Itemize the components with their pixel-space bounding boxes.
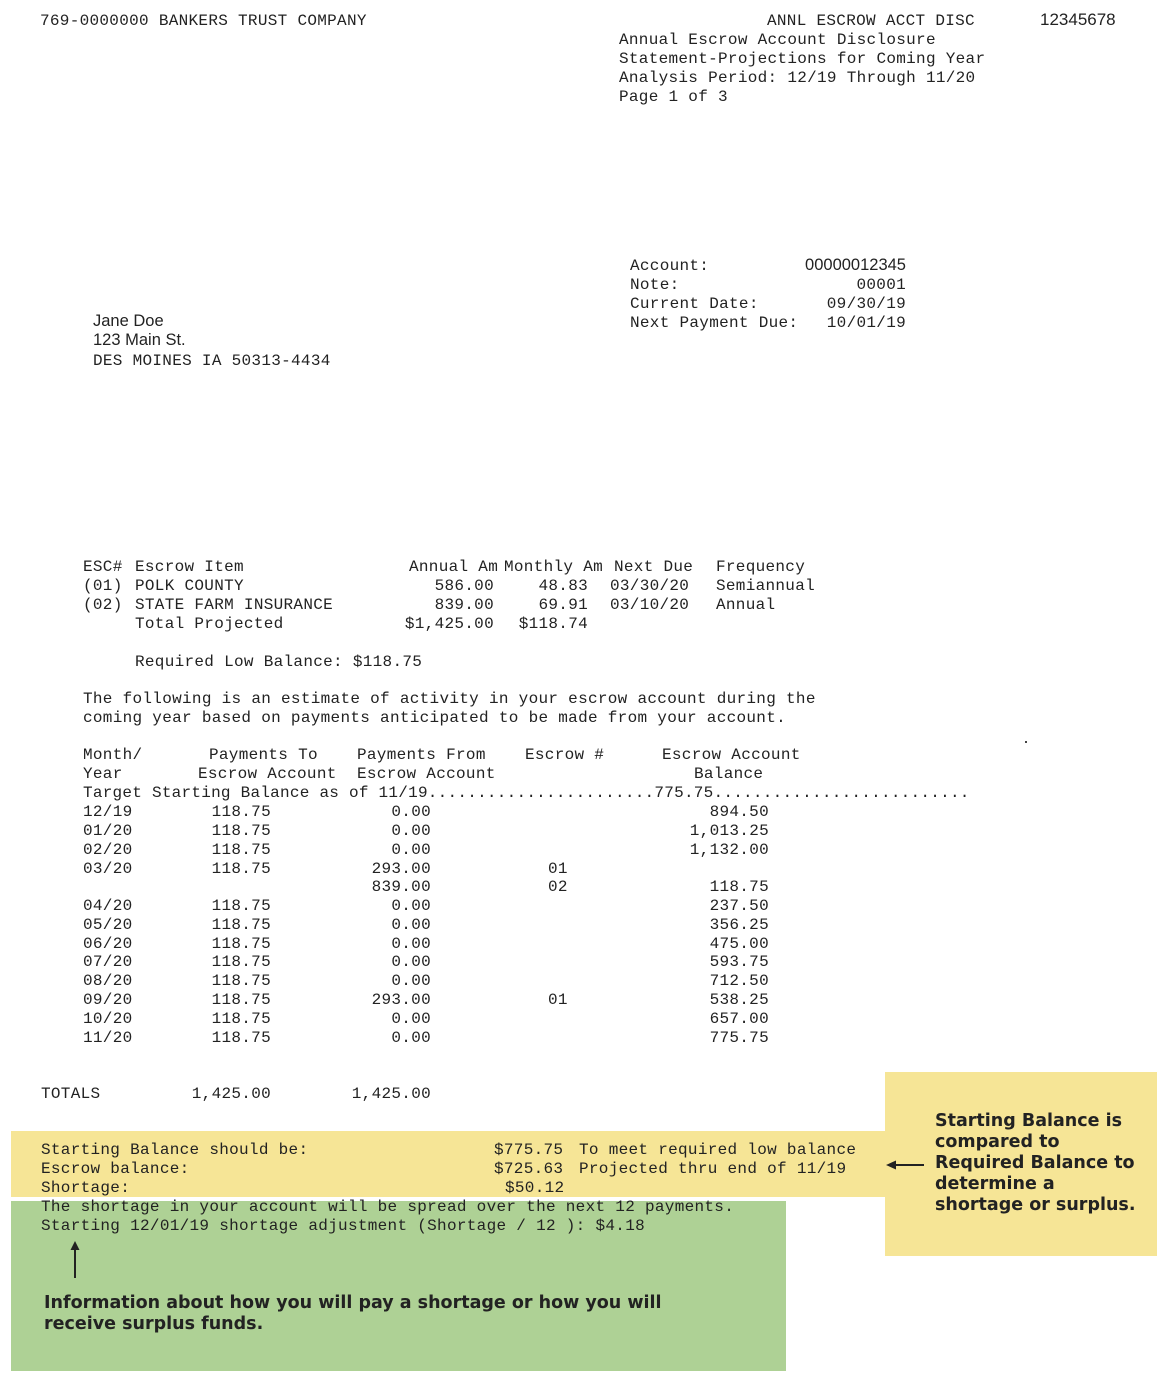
row-month: 01/20 — [83, 822, 133, 840]
row-balance: 657.00 — [709, 1010, 769, 1028]
row-payment-to: 118.75 — [211, 972, 271, 990]
title-line: Statement-Projections for Coming Year — [619, 50, 986, 68]
row-payment-from: 293.00 — [371, 991, 431, 1009]
col-header-balance: Escrow Account — [662, 746, 801, 764]
row-balance: 593.75 — [709, 953, 769, 971]
row-payment-from: 839.00 — [371, 878, 431, 896]
row-payment-to: 118.75 — [211, 822, 271, 840]
row-month: 05/20 — [83, 916, 133, 934]
row-payment-from: 0.00 — [391, 953, 431, 971]
row-escrow-number: 01 — [548, 860, 568, 878]
col-header-annual: Annual Am — [409, 558, 499, 576]
esc-number: (02) — [83, 596, 123, 614]
frequency: Semiannual — [716, 577, 816, 595]
row-payment-to: 118.75 — [211, 803, 271, 821]
account-info — [630, 257, 906, 333]
col-header-payments-to-sub: Escrow Account — [198, 765, 337, 783]
col-header-item: Escrow Item — [135, 558, 244, 576]
target-starting-balance: Target Starting Balance as of 11/19.......................775.75.......................... — [83, 784, 970, 802]
row-payment-from: 0.00 — [391, 803, 431, 821]
row-month: 11/20 — [83, 1029, 133, 1047]
row-payment-to: 118.75 — [211, 860, 271, 878]
row-payment-to: 118.75 — [211, 916, 271, 934]
col-header-frequency: Frequency — [716, 558, 806, 576]
account-label: Account: — [630, 257, 710, 275]
required-low-balance: Required Low Balance: $118.75 — [135, 653, 423, 671]
title-line: Annual Escrow Account Disclosure — [619, 31, 936, 49]
row-payment-to: 118.75 — [211, 1029, 271, 1047]
row-month: 09/20 — [83, 991, 133, 1009]
row-escrow-number: 01 — [548, 991, 568, 1009]
doc-number: 12345678 — [1040, 10, 1116, 29]
row-month: 07/20 — [83, 953, 133, 971]
row-balance: 237.50 — [709, 897, 769, 915]
arrow-up-icon — [67, 1241, 83, 1279]
row-month: 08/20 — [83, 972, 133, 990]
esc-number: (01) — [83, 577, 123, 595]
row-month: 04/20 — [83, 897, 133, 915]
totals-label: TOTALS — [41, 1085, 101, 1103]
shortage-amount: $50.12 — [505, 1179, 565, 1197]
escrow-balance-amount: $725.63 — [494, 1160, 564, 1178]
row-payment-from: 293.00 — [371, 860, 431, 878]
monthly-amount: 48.83 — [538, 577, 588, 595]
row-payment-from: 0.00 — [391, 1010, 431, 1028]
totals-payments-from: 1,425.00 — [351, 1085, 431, 1103]
monthly-amount: 69.91 — [538, 596, 588, 614]
row-month: 10/20 — [83, 1010, 133, 1028]
row-month: 03/20 — [83, 860, 133, 878]
current-date-label: Current Date: — [630, 295, 759, 313]
row-payment-from: 0.00 — [391, 841, 431, 859]
note-value: 00001 — [856, 276, 906, 294]
shortage-spread-text: The shortage in your account will be spread over the next 12 payments. — [41, 1198, 735, 1216]
row-payment-from: 0.00 — [391, 972, 431, 990]
doc-code: ANNL ESCROW ACCT DISC — [767, 12, 975, 30]
row-balance: 1,013.25 — [689, 822, 769, 840]
row-payment-from: 0.00 — [391, 822, 431, 840]
col-header-month: Month/ — [83, 746, 143, 764]
col-header-next-due: Next Due — [614, 558, 694, 576]
row-balance: 712.50 — [709, 972, 769, 990]
row-balance: 1,132.00 — [689, 841, 769, 859]
row-escrow-number: 02 — [548, 878, 568, 896]
recipient-street: 123 Main St. — [93, 331, 186, 349]
green-callout-text: Information about how you will pay a shortage or how you will receive surplus funds. — [44, 1293, 662, 1334]
starting-balance-label: Starting Balance should be: — [41, 1141, 309, 1159]
row-payment-to: 118.75 — [211, 841, 271, 859]
col-header-monthly: Monthly Am — [504, 558, 604, 576]
row-payment-to: 118.75 — [211, 953, 271, 971]
shortage-adjustment-text: Starting 12/01/19 shortage adjustment (Shortage / 12 ): $4.18 — [41, 1217, 645, 1235]
row-payment-to: 118.75 — [211, 897, 271, 915]
starting-balance-amount: $775.75 — [494, 1141, 564, 1159]
row-payment-from: 0.00 — [391, 897, 431, 915]
row-payment-to: 118.75 — [211, 991, 271, 1009]
col-header-payments-from: Payments From — [357, 746, 486, 764]
row-month: 12/19 — [83, 803, 133, 821]
yellow-callout-text: Starting Balance is compared to Required Balance to determine a shortage or surplus. — [935, 1111, 1136, 1215]
row-payment-from: 0.00 — [391, 916, 431, 934]
analysis-period: Analysis Period: 12/19 Through 11/20 — [619, 69, 976, 87]
row-month: 06/20 — [83, 935, 133, 953]
totals-payments-to: 1,425.00 — [191, 1085, 271, 1103]
annual-amount: 586.00 — [434, 577, 494, 595]
escrow-balance-note: Projected thru end of 11/19 — [579, 1160, 847, 1178]
starting-balance-note: To meet required low balance — [579, 1141, 857, 1159]
estimate-text-line: The following is an estimate of activity in your escrow account during the — [83, 690, 816, 708]
annual-amount: 839.00 — [434, 596, 494, 614]
statement-title — [619, 31, 985, 107]
row-balance: 538.25 — [709, 991, 769, 1009]
total-annual: $1,425.00 — [404, 615, 494, 633]
next-payment-value: 10/01/19 — [826, 314, 906, 332]
next-due: 03/30/20 — [610, 577, 690, 595]
escrow-item-name: STATE FARM INSURANCE — [135, 596, 334, 614]
row-balance: 118.75 — [709, 878, 769, 896]
current-date-value: 09/30/19 — [826, 295, 906, 313]
note-label: Note: — [630, 276, 680, 294]
estimate-text-line: coming year based on payments anticipated to be made from your account. — [83, 709, 787, 727]
row-payment-from: 0.00 — [391, 935, 431, 953]
row-balance: 894.50 — [709, 803, 769, 821]
row-payment-to: 118.75 — [211, 1010, 271, 1028]
row-month: 02/20 — [83, 841, 133, 859]
row-payment-from: 0.00 — [391, 1029, 431, 1047]
next-due: 03/10/20 — [610, 596, 690, 614]
col-header-year: Year — [83, 765, 123, 783]
escrow-balance-label: Escrow balance: — [41, 1160, 190, 1178]
next-payment-label: Next Payment Due: — [630, 314, 799, 332]
account-number: 00000012345 — [805, 256, 906, 274]
total-monthly: $118.74 — [518, 615, 588, 633]
row-balance: 475.00 — [709, 935, 769, 953]
col-header-balance-sub: Balance — [694, 765, 764, 783]
row-balance: 775.75 — [709, 1029, 769, 1047]
total-projected-label: Total Projected — [135, 615, 284, 633]
col-header-esc: ESC# — [83, 558, 123, 576]
escrow-item-name: POLK COUNTY — [135, 577, 244, 595]
col-header-payments-from-sub: Escrow Account — [357, 765, 496, 783]
shortage-label: Shortage: — [41, 1179, 131, 1197]
recipient-name: Jane Doe — [93, 312, 164, 330]
frequency: Annual — [716, 596, 776, 614]
page-number: Page 1 of 3 — [619, 88, 728, 106]
row-payment-to: 118.75 — [211, 935, 271, 953]
arrow-left-icon — [886, 1158, 926, 1172]
recipient-city: DES MOINES IA 50313-4434 — [93, 352, 331, 370]
row-balance: 356.25 — [709, 916, 769, 934]
company-header: 769-0000000 BANKERS TRUST COMPANY — [40, 12, 367, 30]
col-header-escrow-number: Escrow # — [525, 746, 605, 764]
col-header-payments-to: Payments To — [209, 746, 318, 764]
stray-dot — [1025, 741, 1027, 743]
